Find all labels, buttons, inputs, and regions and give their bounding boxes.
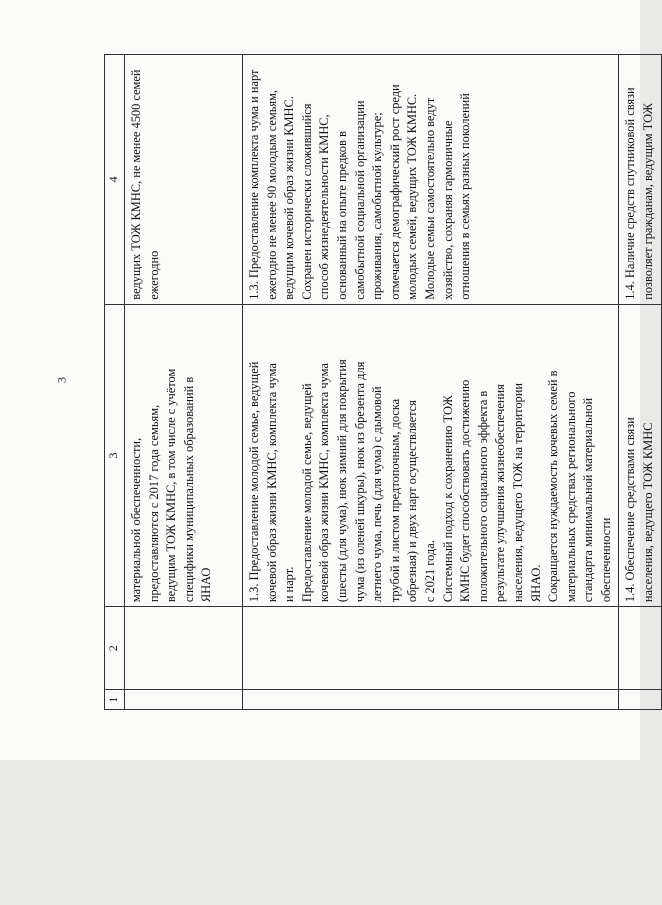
row3-col3	[619, 304, 661, 606]
row1-col3	[125, 304, 243, 606]
row3-measure-text: 1.4. Обеспечение средствами связи населения, ведущего ТОЖ КМНС	[623, 417, 656, 603]
row2-col1	[243, 690, 619, 710]
row1-col2	[125, 607, 243, 690]
row3-result-text: 1.4. Наличие средств спутниковой связи позволяет гражданам, ведущим ТОЖ	[623, 87, 656, 300]
row1-result-text: ведущих ТОЖ КМНС, не менее 4500 семей ежегодно	[129, 69, 161, 300]
row3-col4	[619, 55, 661, 305]
table-row	[619, 55, 661, 710]
program-table	[104, 54, 662, 710]
rotated-table-container	[104, 54, 656, 710]
row2-col4	[243, 55, 619, 305]
row2-measure-text: 1.3. Предоставление молодой семье, ведущей кочевой образ жизни КМНС, комплекта чума и нарт. Предоставление молодой семье, ведущей кочевой образ жизни КМНС, комплекта чума (шесты (для чума), нюк зимний для покрытия чума (из оленей шкуры), нюк из брезента для летнего чума, печь (для чума) с дымовой трубой и листом предтопочным, доска обрезная) и двух нарт осуществляется с 2021 года. Системный подход к сохранению ТОЖ КМНС будет способствовать достижению положительного социального эффекта в результате улучшения жизнеобеспечения населения, ведущего ТОЖ на территории ЯНАО. Сокращается нуждаемость кочевых семей в материальных средствах регионального стандарта минимальной материальной обеспеченности	[247, 359, 613, 603]
page-number: 3	[54, 377, 69, 383]
header-cell-2: 2	[105, 607, 125, 690]
table-row	[243, 55, 619, 710]
header-cell-4: 4	[105, 55, 125, 305]
table-header-row	[105, 55, 125, 710]
row1-col1	[125, 690, 243, 710]
row2-col3	[243, 304, 619, 606]
row3-col2	[619, 607, 661, 690]
row2-result-text: 1.3. Предоставление комплекта чума и нарт ежегодно не менее 90 молодым семьям, ведущим кочевой образ жизни КМНС. Сохранен исторически сложившийся способ жизнедеятельности КМНС, основанный на опыте предков в самобытной социальной организации проживания, самобытной культуре; отмечается демографический рост среди молодых семей, ведущих ТОЖ КМНС. Молодые семьи самостоятельно ведут хозяйство, сохраняя гармоничные отношения в семьях разных поколений	[247, 69, 473, 300]
row1-col4	[125, 55, 243, 305]
table-row	[125, 55, 243, 710]
row2-col2	[243, 607, 619, 690]
row1-measure-text: материальной обеспеченности, предоставляются с 2017 года семьям, ведущим ТОЖ КМНС, в том числе с учётом специфики муниципальных образований в ЯНАО	[129, 368, 214, 603]
header-cell-1: 1	[105, 690, 125, 710]
row3-col1	[619, 690, 661, 710]
header-cell-3: 3	[105, 304, 125, 606]
